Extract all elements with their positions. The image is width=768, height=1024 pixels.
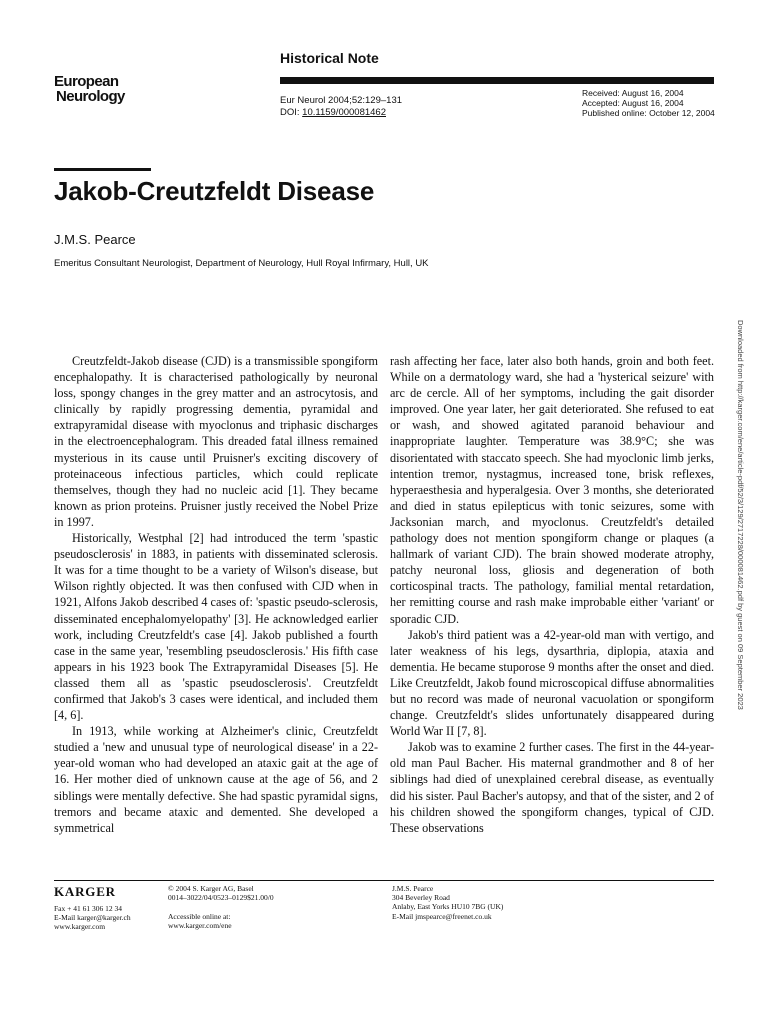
download-note: [735, 320, 747, 730]
copyright-block: [168, 884, 274, 902]
received-date: Received: August 16, 2004: [582, 88, 684, 98]
body-paragraph: Historically, Westphal [2] had introduced the term 'spastic pseudosclerosis' in 1883, in patients with disseminated sclerosis. It was for a time thought to be a variety of Wilson's disease, but Wilson rightly objected. It was then confused with CJD when in 1921, Alfons Jakob described 4 cases of: 'spastic pseudo-sclerosis, disseminated encephalomyelopathy' [3]. He acknowledged earlier work, including Creutzfeldt's case [4]. Jakob published a fourth case in the same year, 'resembling pseudosclerosis.' His fifth case appears in his 1923 book The Extrapyramidal Diseases [5]. He classed them all as 'spastic pseudosclerosis'. Creutzfeldt confirmed that Jakob's 3 cases were identical, and included them [4, 6].: [54, 531, 378, 723]
doi-link[interactable]: 10.1159/000081462: [302, 107, 386, 118]
issn-code: 0014–3022/04/0523–0129$21.00/0: [168, 893, 274, 903]
access-label: Accessible online at:: [168, 912, 231, 921]
access-block: [168, 912, 232, 930]
correspondence-email[interactable]: E-Mail jmspearce@freenet.co.uk: [392, 911, 492, 921]
header-rule: [280, 77, 714, 84]
copyright: © 2004 S. Karger AG, Basel: [168, 884, 254, 893]
correspondence-name: J.M.S. Pearce: [392, 884, 434, 893]
journal-name-line2: Neurology: [56, 88, 125, 105]
download-note-text: Downloaded from http://karger.com/ene/article-pdf/52/3/129/2717228/000081462.pdf by guest on 09 September 2023: [736, 320, 745, 710]
correspondence-city: Anlaby, East Yorks HU10 7BG (UK): [392, 902, 504, 912]
citation: Eur Neurol 2004;52:129–131: [280, 95, 403, 106]
author-affiliation: Emeritus Consultant Neurologist, Department of Neurology, Hull Royal Infirmary, Hull, UK: [54, 258, 429, 269]
publisher-fax: Fax + 41 61 306 12 34: [54, 904, 122, 913]
body-paragraph: Jakob's third patient was a 42-year-old man with vertigo, and later weakness of his legs, dysarthria, diplopia, ataxia and dementia. He became stuporose 9 months after the onset and died. Like Creutzfeldt, Jakob found microscopical diffuse abnormalities but no record was made of neuronal vacuolation or spongiform change. Creutzfeldt's slides unfortunately disappeared during World War II [7, 8].: [390, 627, 714, 739]
published-date: Published online: October 12, 2004: [582, 108, 715, 118]
section-label: Historical Note: [280, 50, 379, 66]
footer-rule: [54, 880, 714, 881]
correspondence-address: [392, 884, 503, 921]
citation-block: [280, 95, 402, 119]
access-url[interactable]: www.karger.com/ene: [168, 921, 232, 931]
publisher-email[interactable]: E-Mail karger@karger.ch: [54, 913, 131, 923]
body-paragraph: Jakob was to examine 2 further cases. The first in the 44-year-old man Paul Bacher. His maternal grandmother and 8 of her siblings had died of unexplained cerebral disease, as eventually did his sister. Paul Bacher's autopsy, and that of the sister, and 2 of his children showed the spongiform changes, typical of CJD. These observations: [390, 740, 714, 835]
body-column-right: [390, 353, 714, 836]
body-paragraph: In 1913, while working at Alzheimer's clinic, Creutzfeldt studied a 'new and unusual type of neurological disease' in a 22-year-old woman who had developed an ataxic gait at the age of 16. Her mother died of unknown cause at the age of 56, and 2 siblings were mentally defective. She had spastic pyramidal signs, tremors and became ataxic and demented. She developed a symmetrical: [54, 724, 378, 835]
body-column-left: [54, 353, 378, 836]
title-rule: [54, 168, 151, 171]
publisher-website[interactable]: www.karger.com: [54, 922, 106, 932]
accepted-date: Accepted: August 16, 2004: [582, 98, 684, 108]
article-title: Jakob-Creutzfeldt Disease: [54, 176, 375, 206]
body-paragraph: rash affecting her face, later also both hands, groin and both feet. While on a dermatology ward, she had a 'hysterical seizure' with arc de cercle. All of her symptoms, including the gait disorder improved. One year later, her gait deteriorated. She refused to eat or wash, and showed agitated paranoid behaviour and inappropriate laughter. Temperature was 38.9°C; she was disorientated with staccato speech. She had myoclonic limb jerks, intention tremor, nystagmus, increased tone, brisk reflexes, hyperaesthesia and hyperalgesia. Over 3 months, she deteriorated and died in status epilepticus with tonic seizures, some with Jacksonian march, and myoclonus. Creutzfeldt's detailed pathology does not mention spongiform change or plaques (a hallmark of variant CJD). The brain showed moderate atrophy, patchy neuronal loss, gliosis and degeneration of both corticospinal tracts. The pathology, familial mental retardation, her remitting course and rash make improbable either 'variant' or sporadic CJD.: [390, 354, 714, 626]
article-author: J.M.S. Pearce: [54, 232, 136, 247]
publisher-logo: KARGER: [54, 884, 116, 899]
publisher-contact: [54, 904, 131, 932]
date-block: [582, 88, 715, 118]
doi-line: [280, 107, 402, 119]
body-paragraph: Creutzfeldt-Jakob disease (CJD) is a transmissible spongiform encephalopathy. It is characterised pathologically by neuronal loss, spongy changes in the grey matter and an astrocytosis, and clinically by rapidly progressing dementia, pyramidal and extrapyramidal disease with myoclonus and triphasic discharges in the electroencephalogram. This dreaded fatal illness remained mysterious in its cause until Pruisner's exciting discovery of proteinaceous infectious particles, which could replicate themselves, though they had no nucleic acid [1]. They became known as prion proteins. Pruisner justly received the Nobel Prize in 1997.: [54, 354, 378, 529]
journal-logo: [54, 74, 125, 104]
doi-label: DOI:: [280, 107, 300, 118]
correspondence-street: 304 Beverley Road: [392, 893, 450, 903]
journal-name-line1: European: [54, 73, 119, 90]
